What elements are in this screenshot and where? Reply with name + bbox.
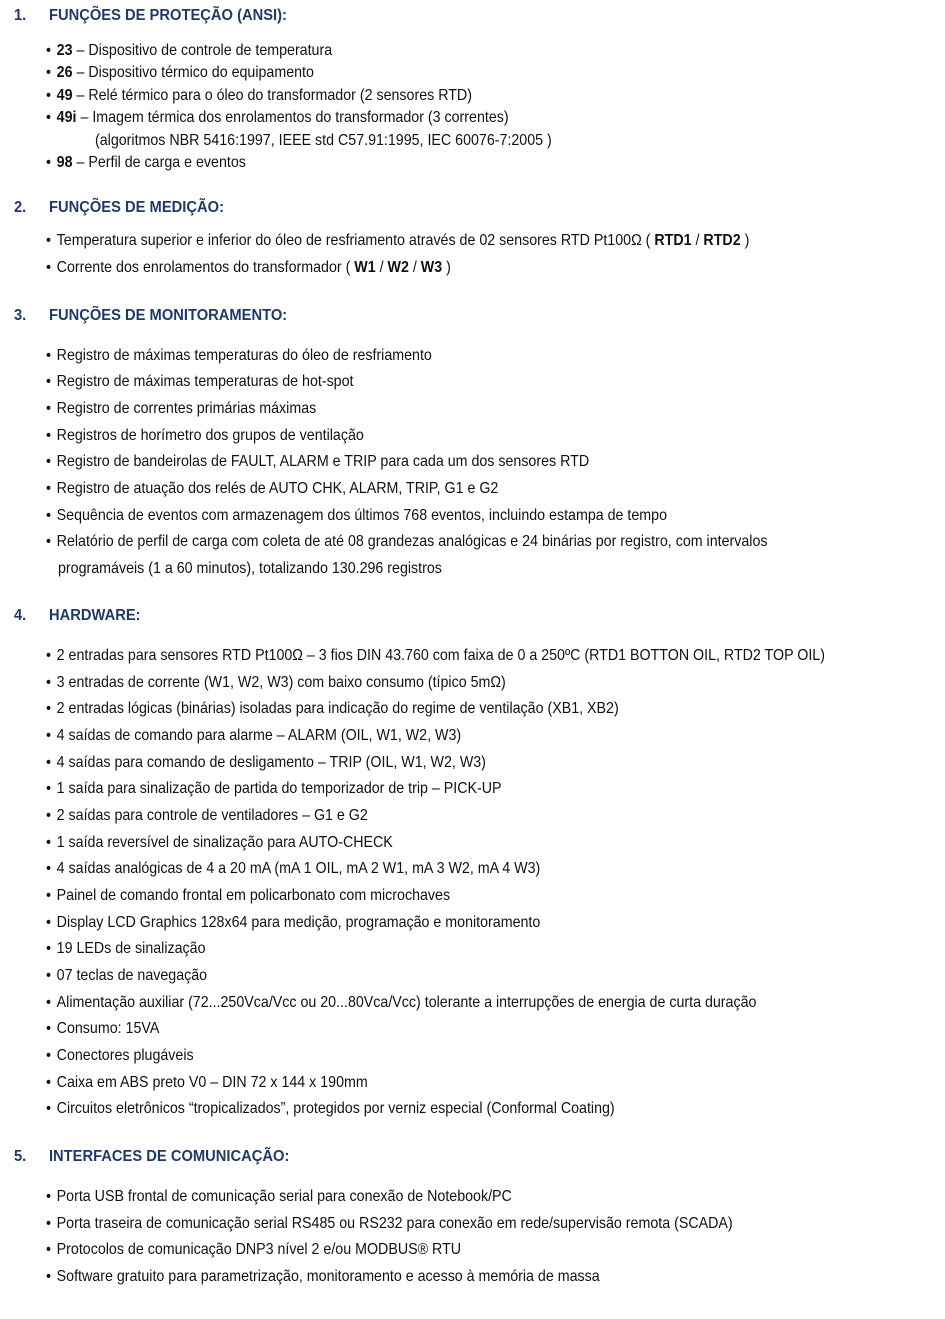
bullet: • — [46, 807, 51, 824]
list-item — [46, 478, 498, 500]
item-text: Caixa em ABS preto V0 – DIN 72 x 144 x 190mm — [56, 1074, 368, 1091]
separator: / — [375, 259, 388, 276]
bullet: • — [46, 700, 51, 717]
bullet: • — [46, 1215, 51, 1232]
item-text-end: ) — [740, 232, 750, 249]
list-item — [46, 805, 368, 827]
section-heading-measurement — [14, 199, 224, 217]
ansi-code: 23 — [56, 42, 73, 59]
section-title: FUNÇÕES DE MEDIÇÃO: — [48, 199, 224, 216]
list-item — [46, 107, 509, 129]
list-item — [46, 1045, 194, 1067]
bullet: • — [46, 453, 51, 470]
list-item — [46, 832, 393, 854]
list-item — [46, 531, 767, 553]
list-item — [46, 230, 749, 252]
section-number: 1. — [14, 7, 27, 24]
item-text: Registro de bandeirolas de FAULT, ALARM e TRIP para cada um dos sensores RTD — [56, 453, 590, 470]
bullet: • — [46, 533, 51, 550]
ansi-code: 98 — [56, 154, 73, 171]
list-item — [46, 672, 506, 694]
bullet: • — [46, 834, 51, 851]
bullet: • — [46, 373, 51, 390]
winding-label: W1 — [354, 259, 376, 276]
item-text: Alimentação auxiliar (72...250Vca/Vcc ou 20...80Vca/Vcc) tolerante a interrupções de energia de curta duração — [56, 994, 757, 1011]
bullet: • — [46, 860, 51, 877]
bullet: • — [46, 154, 51, 171]
list-item — [46, 1239, 461, 1261]
item-text: Corrente dos enrolamentos do transformador ( — [56, 259, 355, 276]
item-text: 2 entradas lógicas (binárias) isoladas para indicação do regime de ventilação (XB1, XB2) — [56, 700, 619, 717]
bullet: • — [46, 994, 51, 1011]
section-heading-hardware — [14, 607, 141, 625]
bullet: • — [46, 754, 51, 771]
section-title: INTERFACES DE COMUNICAÇÃO: — [48, 1148, 290, 1165]
winding-label: W3 — [420, 259, 443, 276]
bullet: • — [46, 1020, 51, 1037]
item-text: Display LCD Graphics 128x64 para medição, programação e monitoramento — [56, 914, 541, 931]
section-heading-monitoring — [14, 307, 287, 325]
list-item — [46, 451, 589, 473]
list-item — [46, 85, 472, 107]
item-text: 4 saídas de comando para alarme – ALARM (OIL, W1, W2, W3) — [56, 727, 462, 744]
section-number: 4. — [14, 607, 27, 624]
bullet: • — [46, 674, 51, 691]
item-text: 19 LEDs de sinalização — [56, 940, 206, 957]
item-text: Sequência de eventos com armazenagem dos últimos 768 eventos, incluindo estampa de tempo — [56, 507, 667, 524]
bullet: • — [46, 887, 51, 904]
ansi-code: 49i — [56, 109, 77, 126]
section-title: FUNÇÕES DE MONITORAMENTO: — [48, 307, 288, 324]
separator: / — [408, 259, 421, 276]
item-text: Porta USB frontal de comunicação serial para conexão de Notebook/PC — [56, 1188, 512, 1205]
list-item — [46, 40, 332, 62]
list-item — [46, 1098, 615, 1120]
bullet: • — [46, 727, 51, 744]
list-item — [46, 398, 316, 420]
list-item — [46, 752, 486, 774]
section-heading-communication — [14, 1148, 289, 1166]
item-text: – Imagem térmica dos enrolamentos do transformador (3 correntes) — [76, 109, 509, 126]
bullet: • — [46, 1100, 51, 1117]
list-item — [46, 371, 353, 393]
bullet: • — [46, 1188, 51, 1205]
item-text: Relatório de perfil de carga com coleta de até 08 grandezas analógicas e 24 binárias por registro, com intervalos — [56, 533, 768, 550]
list-item — [46, 152, 246, 174]
list-item — [46, 1213, 733, 1235]
item-text: 4 saídas analógicas de 4 a 20 mA (mA 1 OIL, mA 2 W1, mA 3 W2, mA 4 W3) — [56, 860, 541, 877]
list-item — [46, 965, 207, 987]
list-item — [46, 345, 432, 367]
bullet: • — [46, 1074, 51, 1091]
list-item — [46, 425, 364, 447]
item-text: – Relé térmico para o óleo do transformador (2 sensores RTD) — [72, 87, 472, 104]
bullet: • — [46, 480, 51, 497]
item-text: Registro de máximas temperaturas do óleo de resfriamento — [56, 347, 432, 364]
item-text: Protocolos de comunicação DNP3 nível 2 e/ou MODBUS® RTU — [56, 1241, 462, 1258]
bullet: • — [46, 400, 51, 417]
section-heading-protection — [14, 7, 287, 25]
item-text: 2 entradas para sensores RTD Pt100Ω – 3 fios DIN 43.760 com faixa de 0 a 250ºC (RTD1 BOTTON OIL, RTD2 TOP OIL) — [56, 647, 825, 664]
bullet: • — [46, 1241, 51, 1258]
list-item — [46, 698, 619, 720]
item-text: 4 saídas para comando de desligamento – TRIP (OIL, W1, W2, W3) — [56, 754, 486, 771]
item-text: Consumo: 15VA — [56, 1020, 160, 1037]
rtd-label: RTD1 — [654, 232, 692, 249]
item-text: Painel de comando frontal em policarbonato com microchaves — [56, 887, 451, 904]
list-item — [46, 257, 451, 279]
rtd-label: RTD2 — [703, 232, 741, 249]
bullet: • — [46, 1047, 51, 1064]
item-text: – Dispositivo térmico do equipamento — [72, 64, 314, 81]
list-item — [46, 1186, 512, 1208]
list-item — [46, 858, 540, 880]
separator: / — [691, 232, 704, 249]
item-text: – Perfil de carga e eventos — [72, 154, 246, 171]
list-item — [46, 505, 667, 527]
list-item — [46, 1266, 600, 1288]
list-item — [46, 62, 314, 84]
list-item — [46, 1072, 368, 1094]
bullet: • — [46, 259, 51, 276]
item-text: 1 saída reversível de sinalização para AUTO-CHECK — [56, 834, 393, 851]
section-number: 2. — [14, 199, 27, 216]
bullet: • — [46, 967, 51, 984]
bullet: • — [46, 42, 51, 59]
item-text: Conectores plugáveis — [56, 1047, 194, 1064]
bullet: • — [46, 507, 51, 524]
bullet: • — [46, 1268, 51, 1285]
item-text: Temperatura superior e inferior do óleo de resfriamento através de 02 sensores RTD Pt100Ω ( — [56, 232, 655, 249]
ansi-code: 49 — [56, 87, 73, 104]
bullet: • — [46, 347, 51, 364]
list-item — [46, 992, 756, 1014]
bullet: • — [46, 109, 51, 126]
bullet: • — [46, 647, 51, 664]
item-text: Circuitos eletrônicos “tropicalizados”, protegidos por verniz especial (Conformal Coating) — [56, 1100, 615, 1117]
bullet: • — [46, 427, 51, 444]
list-item — [46, 885, 450, 907]
item-text: Porta traseira de comunicação serial RS485 ou RS232 para conexão em rede/supervisão remota (SCADA) — [56, 1215, 733, 1232]
section-number: 5. — [14, 1148, 27, 1165]
list-item — [46, 1018, 159, 1040]
item-text: 1 saída para sinalização de partida do temporizador de trip – PICK-UP — [56, 780, 502, 797]
list-item — [46, 725, 461, 747]
list-item-continuation: programáveis (1 a 60 minutos), totalizando 130.296 registros — [58, 560, 442, 577]
list-item — [46, 778, 502, 800]
item-text: Software gratuito para parametrização, monitoramento e acesso à memória de massa — [56, 1268, 600, 1285]
item-text: Registro de correntes primárias máximas — [56, 400, 317, 417]
item-text-end: ) — [442, 259, 451, 276]
ansi-code: 26 — [56, 64, 73, 81]
list-item-continuation: (algoritmos NBR 5416:1997, IEEE std C57.91:1995, IEC 60076-7:2005 ) — [95, 132, 552, 149]
item-text: Registros de horímetro dos grupos de ventilação — [56, 427, 364, 444]
section-title: HARDWARE: — [48, 607, 141, 624]
bullet: • — [46, 914, 51, 931]
bullet: • — [46, 780, 51, 797]
bullet: • — [46, 940, 51, 957]
item-text: 2 saídas para controle de ventiladores – G1 e G2 — [56, 807, 368, 824]
item-text: Registro de máximas temperaturas de hot-spot — [56, 373, 354, 390]
list-item — [46, 938, 206, 960]
list-item — [46, 645, 825, 667]
item-text: 3 entradas de corrente (W1, W2, W3) com baixo consumo (típico 5mΩ) — [56, 674, 506, 691]
item-text: – Dispositivo de controle de temperatura — [72, 42, 333, 59]
item-text: 07 teclas de navegação — [56, 967, 208, 984]
winding-label: W2 — [387, 259, 409, 276]
section-title: FUNÇÕES DE PROTEÇÃO (ANSI): — [48, 7, 287, 24]
bullet: • — [46, 87, 51, 104]
list-item — [46, 912, 540, 934]
item-text: Registro de atuação dos relés de AUTO CHK, ALARM, TRIP, G1 e G2 — [56, 480, 499, 497]
bullet: • — [46, 64, 51, 81]
section-number: 3. — [14, 307, 27, 324]
bullet: • — [46, 232, 51, 249]
